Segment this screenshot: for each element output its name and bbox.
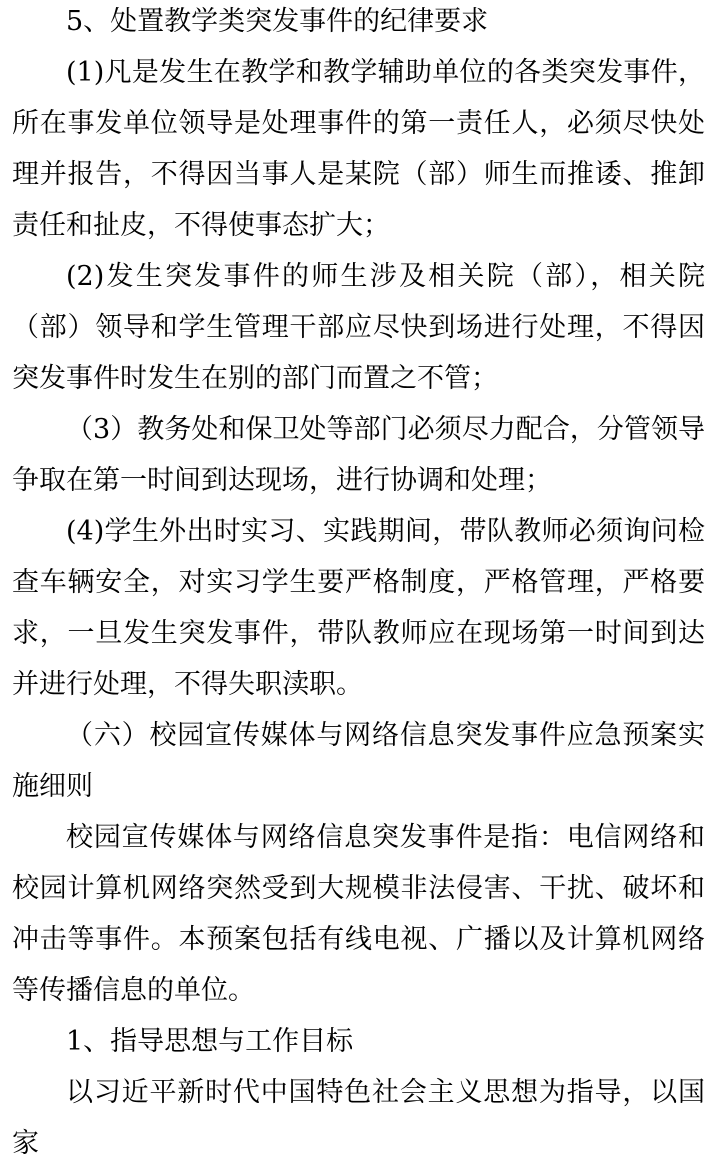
subsection-heading-guiding-principle: 1、指导思想与工作目标 [66, 1026, 354, 1057]
section-heading-media-network: （六）校园宣传媒体与网络信息突发事件应急预案实施细则 [12, 720, 705, 802]
paragraph-item-1: (1)凡是发生在教学和教学辅助单位的各类突发事件，所在事发单位领导是处理事件的第一责任人，必须尽快处理并报告，不得因当事人是某院（部）师生而推诿、推卸责任和扯皮，不得使事态扩大； [12, 57, 705, 241]
paragraph-item-4: (4)学生外出时实习、实践期间，带队教师必须询问检查车辆安全，对实习学生要严格制度，严格管理，严格要求，一旦发生突发事件，带队教师应在现场第一时间到达并进行处理，不得失职渎职。 [12, 516, 705, 700]
document-page [12, 0, 705, 1169]
paragraph-guiding-text: 以习近平新时代中国特色社会主义思想为指导，以国家 [12, 1077, 705, 1159]
paragraph-item-3: （3）教务处和保卫处等部门必须尽力配合，分管领导争取在第一时间到达现场，进行协调和处理； [12, 414, 705, 496]
section-heading-discipline: 5、处置教学类突发事件的纪律要求 [66, 6, 489, 37]
paragraph-item-2: (2)发生突发事件的师生涉及相关院（部），相关院（部）领导和学生管理干部应尽快到场进行处理，不得因突发事件时发生在别的部门而置之不管； [12, 261, 705, 394]
paragraph-definition: 校园宣传媒体与网络信息突发事件是指：电信网络和校园计算机网络突然受到大规模非法侵害、干扰、破坏和冲击等事件。本预案包括有线电视、广播以及计算机网络等传播信息的单位。 [12, 822, 705, 1006]
